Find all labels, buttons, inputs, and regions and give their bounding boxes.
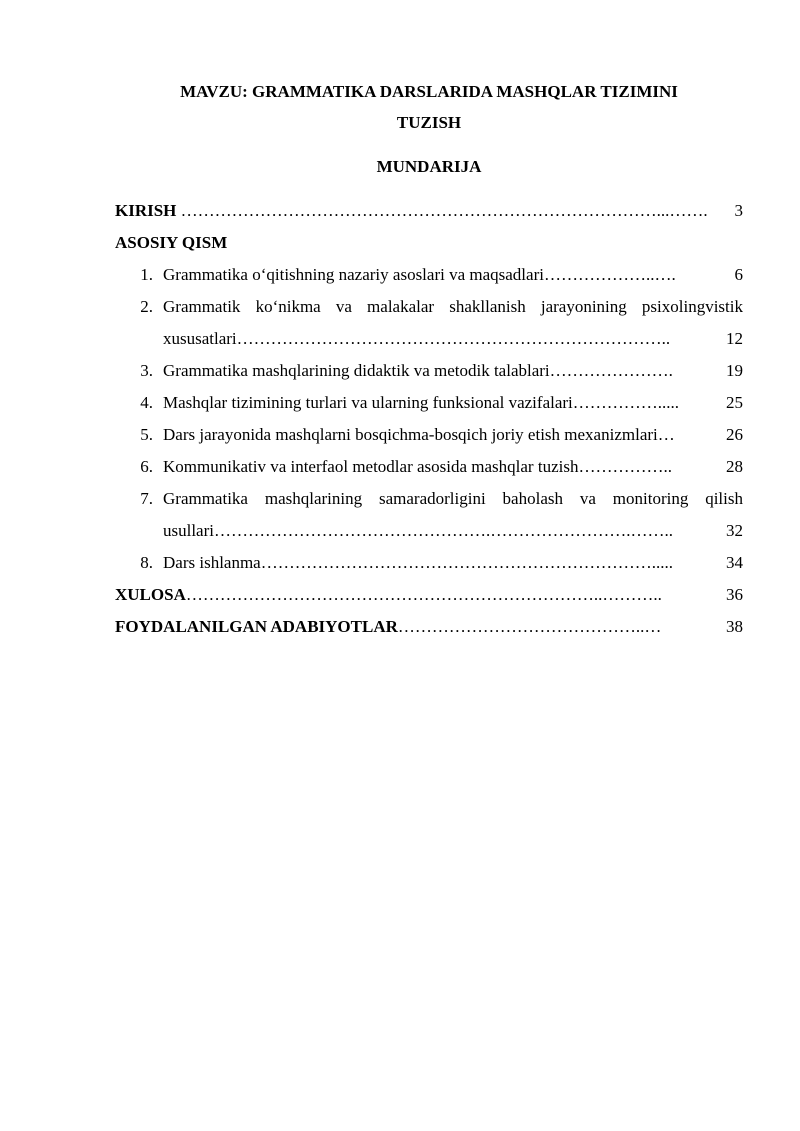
toc-leader: ……………………………………..… (397, 617, 662, 636)
toc-leader: … (657, 425, 675, 444)
toc-item (115, 259, 743, 291)
toc-item-text: usullari (163, 521, 214, 540)
toc-item-text: Dars jarayonida mashqlarni bosqichma-bosqich joriy etish mexanizmlari (163, 425, 658, 444)
toc-item-number: 6. (140, 457, 153, 476)
toc-item-lead-line (163, 451, 743, 483)
toc-entry-intro (115, 195, 743, 227)
document-page (115, 76, 743, 643)
toc-item-number: 2. (140, 297, 153, 316)
toc-item-lead-line (163, 387, 743, 419)
toc-item (115, 483, 743, 547)
toc-item-text: Grammatika o‘qitishning nazariy asoslari va maqsadlari (163, 265, 544, 284)
toc-item-body (163, 547, 743, 579)
toc-item-body (163, 291, 743, 355)
toc-item-body (163, 419, 743, 451)
contents-heading: MUNDARIJA (376, 157, 482, 176)
toc-item-lead (163, 515, 726, 547)
toc-item-lead (163, 547, 726, 579)
toc-entry-label: XULOSA (115, 585, 186, 604)
toc-item-number: 1. (140, 265, 153, 284)
toc-page-number: 32 (726, 521, 743, 540)
toc-item-lead (163, 323, 726, 355)
toc-leader: …………………. (549, 361, 673, 380)
toc-page-number: 28 (726, 457, 743, 476)
toc-item-lead-line (163, 323, 743, 355)
toc-item-lead-line (163, 547, 743, 579)
toc-item-body (163, 259, 743, 291)
toc-entry-label: KIRISH (115, 201, 177, 220)
toc-item-body (163, 387, 743, 419)
toc-item (115, 419, 743, 451)
toc-item-lead-line (163, 515, 743, 547)
toc-item-text-line: Grammatika mashqlarining samaradorligini baholash va monitoring qilish (163, 489, 743, 508)
toc-leader: ………………………………………………………………..……….. (185, 585, 662, 604)
toc-item-lead (163, 355, 726, 387)
toc-item-lead-line (163, 419, 743, 451)
toc-entry-references (115, 611, 743, 643)
table-of-contents (115, 195, 743, 643)
toc-leader: ………………………………………………………………….. (236, 329, 671, 348)
toc-item-number: 3. (140, 361, 153, 380)
toc-item-text: Grammatika mashqlarining didaktik va metodik talablari (163, 361, 550, 380)
toc-item-lead-line (163, 355, 743, 387)
toc-item-text: Kommunikativ va interfaol metodlar asosida mashqlar tuzish (163, 457, 579, 476)
toc-item-text-line: Grammatik ko‘nikma va malakalar shakllanish jarayonining psixolingvistik (163, 297, 743, 316)
toc-item (115, 451, 743, 483)
toc-item-lead (163, 451, 726, 483)
toc-item-lead-line (163, 259, 743, 291)
toc-leader: …………….. (578, 457, 672, 476)
toc-item (115, 355, 743, 387)
toc-item-list (115, 259, 743, 579)
toc-leader: ……………………………………………………………..... (260, 553, 673, 572)
toc-item-number: 4. (140, 393, 153, 412)
toc-item-number: 7. (140, 489, 153, 508)
toc-page-number: 25 (726, 393, 743, 412)
toc-leader: ………………………………………….…………………….…….. (214, 521, 673, 540)
toc-section-title: ASOSIY QISM (115, 233, 228, 252)
toc-item-number: 5. (140, 425, 153, 444)
toc-page-number: 26 (726, 425, 743, 444)
title-line-1: MAVZU: GRAMMATIKA DARSLARIDA MASHQLAR TIZIMINI (180, 82, 678, 101)
toc-leader: …………………………………………………………………………...……. (176, 201, 708, 220)
toc-item-lead (163, 387, 726, 419)
toc-page-number: 38 (726, 617, 743, 636)
toc-page-number: 36 (726, 585, 743, 604)
title-line-2: TUZISH (396, 113, 462, 132)
toc-item-text: xususatlari (163, 329, 237, 348)
toc-item-lead (163, 419, 726, 451)
toc-leader: ……………..... (572, 393, 680, 412)
toc-page-number: 34 (726, 553, 743, 572)
toc-item (115, 291, 743, 355)
toc-item-number: 8. (140, 553, 153, 572)
toc-item-text: Mashqlar tizimining turlari va ularning funksional vazifalari (163, 393, 573, 412)
toc-item-body (163, 355, 743, 387)
toc-page-number: 3 (734, 201, 743, 220)
toc-page-number: 6 (734, 265, 743, 284)
toc-item-body (163, 483, 743, 547)
toc-entry-label: FOYDALANILGAN ADABIYOTLAR (115, 617, 398, 636)
toc-item-body (163, 451, 743, 483)
toc-item (115, 387, 743, 419)
toc-page-number: 19 (726, 361, 743, 380)
toc-item (115, 547, 743, 579)
toc-item-text: Dars ishlanma (163, 553, 261, 572)
document-title (115, 76, 743, 138)
toc-leader: ………………..…. (543, 265, 676, 284)
toc-entry-conclusion (115, 579, 743, 611)
toc-item-lead (163, 259, 735, 291)
toc-page-number: 12 (726, 329, 743, 348)
